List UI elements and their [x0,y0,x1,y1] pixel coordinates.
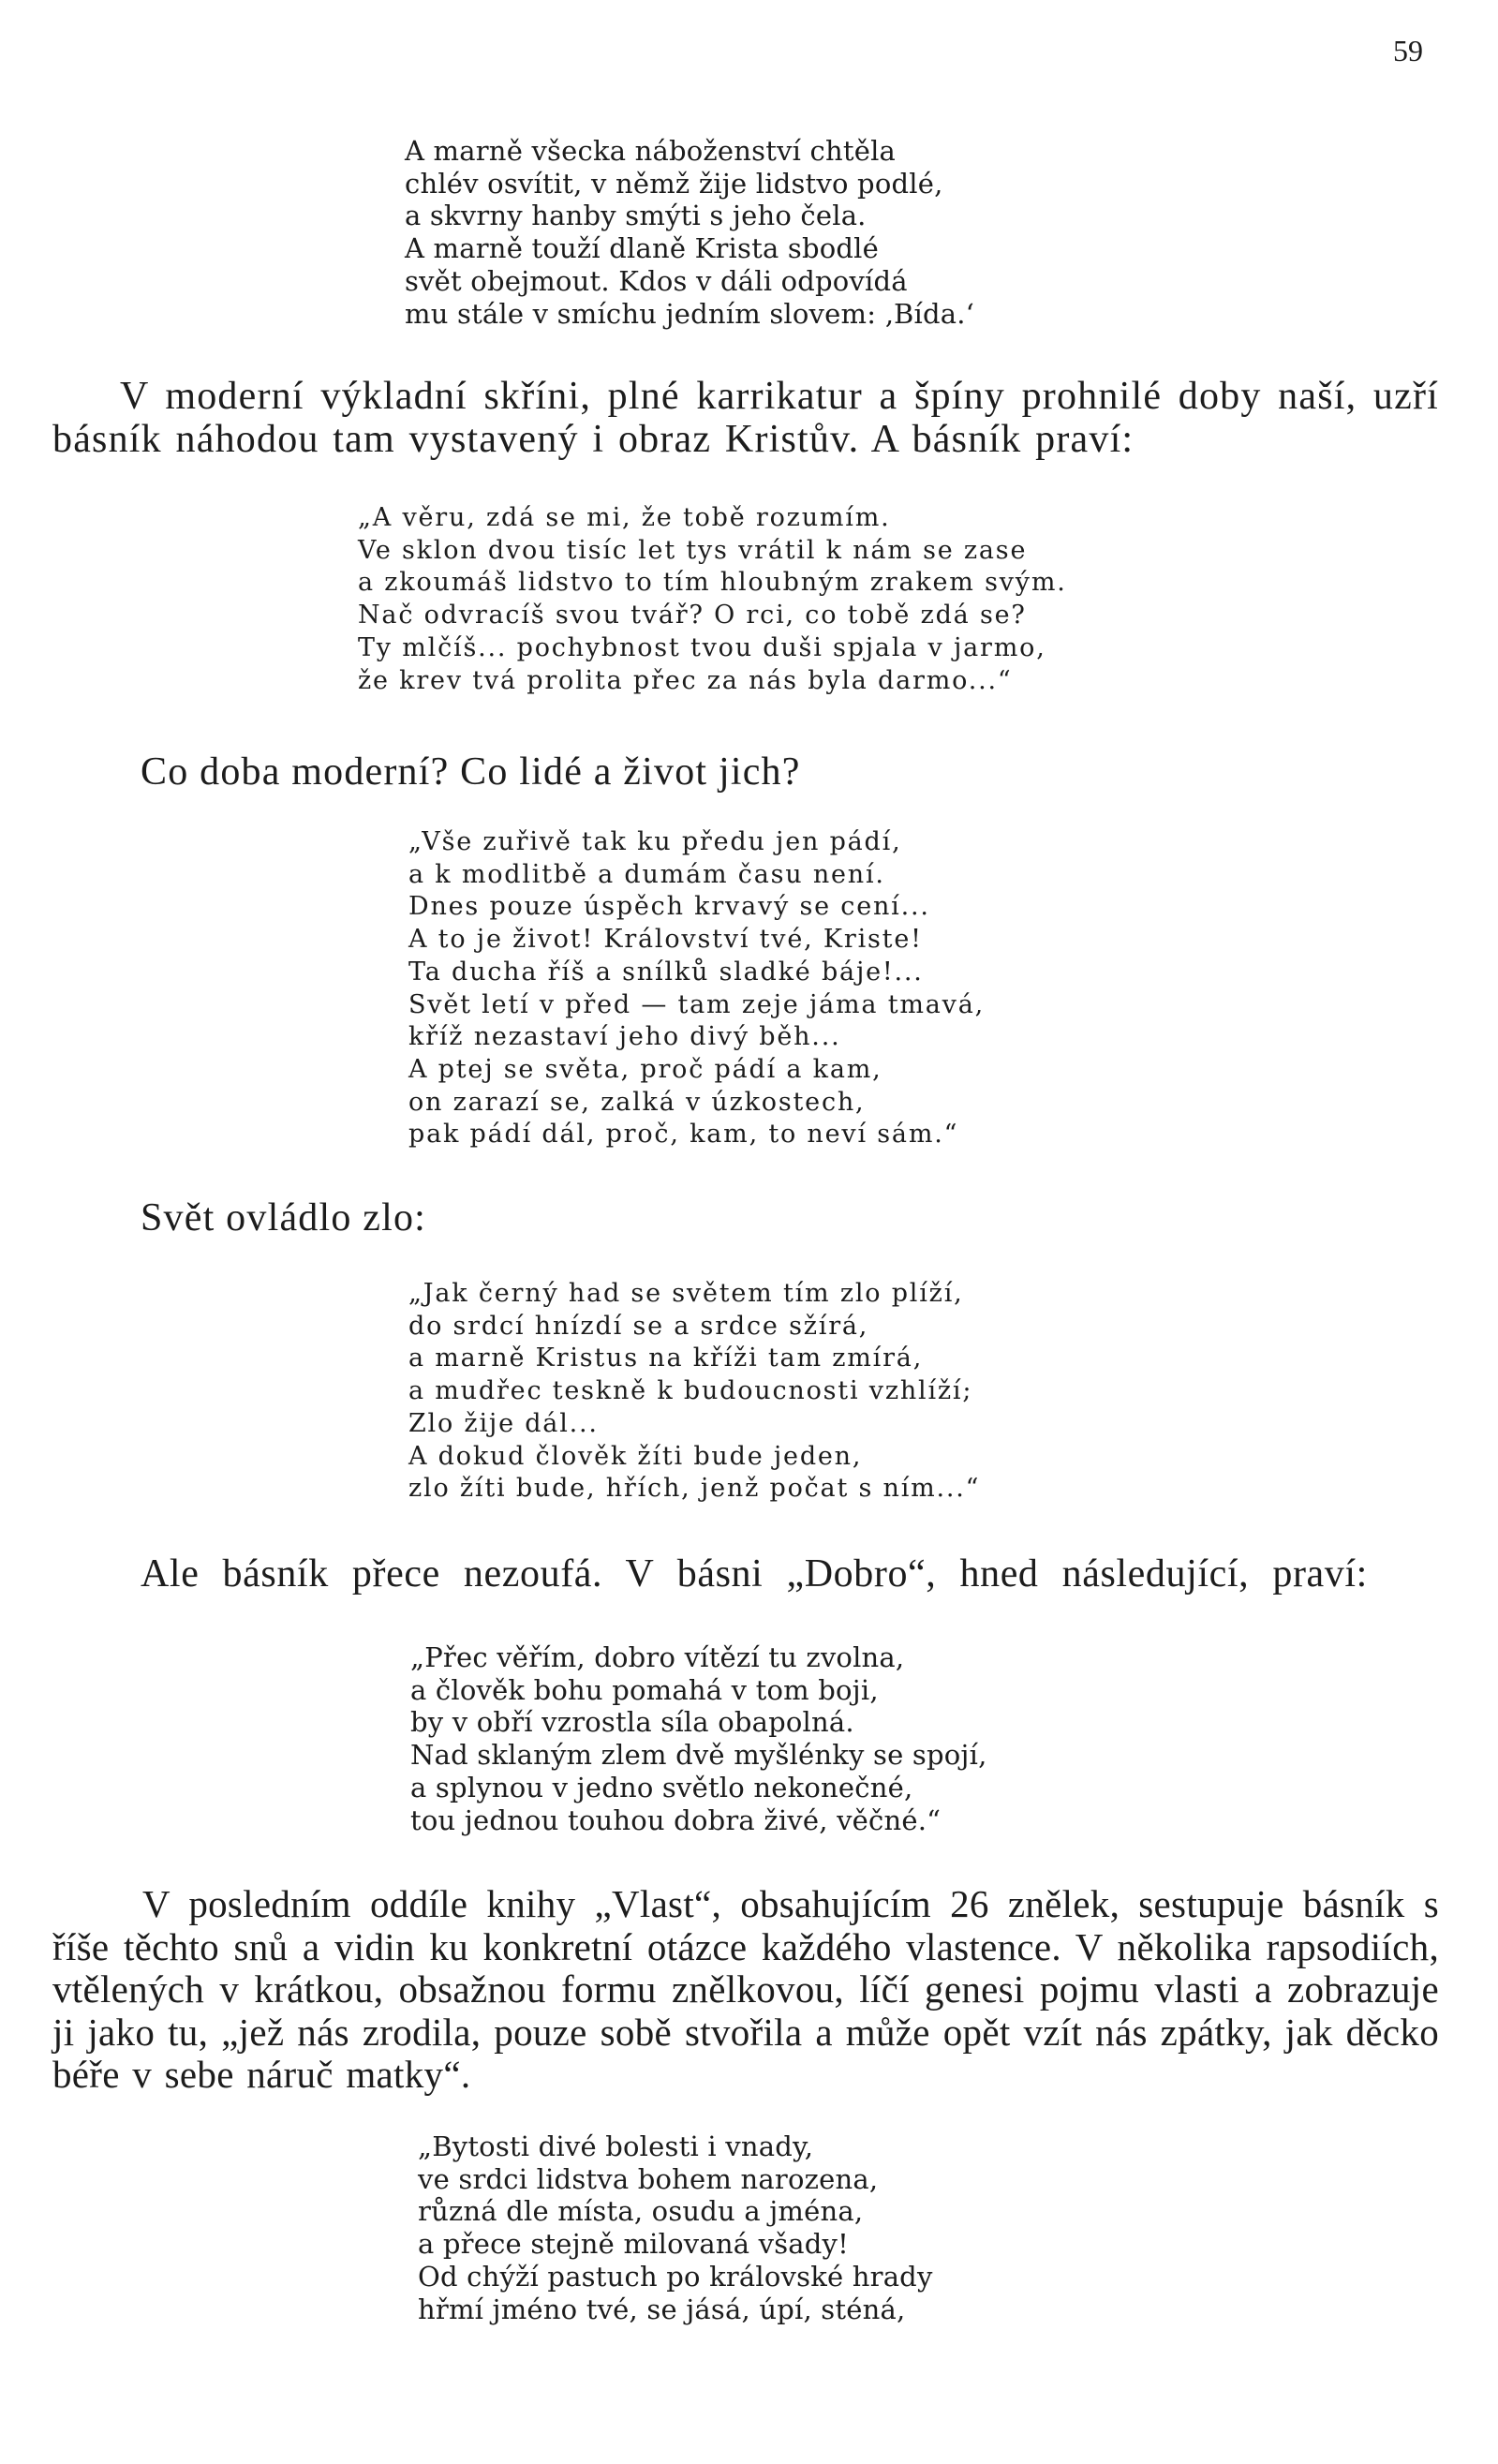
prose-paragraph-3: Ale básník přece nezoufá. V básni „Dobro“, hned následující, praví: [141,1552,1368,1596]
page-number: 59 [1393,34,1423,67]
verse-line: Ve sklon dvou tisíc let tys vrátil k nám se zase [358,535,1028,565]
poem-stanza-5 [410,1641,987,1836]
verse-line: A marně všecka náboženství chtěla [405,135,897,167]
verse-line: „Vše zuřivě tak ku předu jen pádí, [408,827,902,856]
prose-paragraph-4: V posledním oddíle knihy „Vlast“, obsahujícím 26 znělek, sestupuje básník s říše těchto snů a vidin ku konkretní otázce každého vlastence. V několika rapsodiích, vtělených v krátkou, obsažnou formu znělkovou, líčí genesi pojmu vlasti a zobrazuje ji jako tu, „jež nás zrodila, pouze sobě stvořila a může opět vzít nás zpátky, jak děcko béře v sebe náruč matky“. [52,1882,1439,2096]
verse-line: „Jak černý had se světem tím zlo plíží, [408,1279,964,1308]
verse-line: Ta ducha říš a snílků sladké báje!... [408,957,924,987]
verse-line: A marně touží dlaně Krista sbodlé [405,232,879,265]
verse-line: Nad sklaným zlem dvě myšlénky se spojí, [410,1739,987,1772]
section-lead-2: Co doba moderní? Co lidé a život jich? [141,750,801,794]
verse-line: Svět letí v před — tam zeje jáma tmavá, [408,989,985,1019]
verse-line: on zarazí se, zalká v úzkostech, [408,1087,866,1117]
verse-line: Nač odvracíš svou tvář? O rci, co tobě zdá se? [358,601,1027,631]
verse-line: a marně Kristus na kříži tam zmírá, [408,1343,924,1373]
verse-line: a člověk bohu pomahá v tom boji, [410,1673,879,1706]
verse-line: různá dle místa, osudu a jména, [418,2195,864,2228]
verse-line: Zlo žije dál... [408,1408,599,1438]
poem-stanza-4 [408,1278,980,1506]
verse-line: a k modlitbě a dumám času není. [408,859,885,889]
section-lead-3: Svět ovládlo zlo: [141,1196,427,1239]
verse-line: kříž nezastaví jeho divý běh... [408,1022,841,1052]
verse-line: „Bytosti divé bolesti i vnady, [418,2130,814,2162]
verse-line: do srdcí hnízdí se a srdce sžírá, [408,1311,869,1341]
verse-line: Dnes pouze úspěch krvavý se cení... [408,892,930,922]
verse-line: a splynou v jedno světlo nekonečné, [410,1771,913,1803]
prose-paragraph-1: V moderní výkladní skříni, plné karrikatur a špíny prohnilé doby naší, uzří básník náhodou tam vystavený i obraz Kristův. A básník praví: [52,375,1439,461]
verse-line: A ptej se světa, proč pádí a kam, [408,1054,882,1084]
verse-line: „A věru, zdá se mi, že tobě rozumím. [358,503,891,532]
verse-line: a mudřec teskně k budoucnosti vzhlíží; [408,1376,973,1406]
verse-line: že krev tvá prolita přec za nás byla darmo...“ [358,665,1013,695]
verse-line: pak pádí dál, proč, kam, to neví sám.“ [408,1120,959,1150]
poem-stanza-1 [405,135,974,330]
verse-line: „Přec věřím, dobro vítězí tu zvolna, [410,1641,905,1673]
verse-line: svět obejmout. Kdos v dáli odpovídá [405,264,908,297]
verse-line: A to je život! Království tvé, Kriste! [408,925,923,955]
verse-line: ve srdci lidstva bohem narozena, [418,2162,879,2195]
verse-line: Ty mlčíš... pochybnost tvou duši spjala v jarmo, [358,632,1046,662]
verse-line: zlo žíti bude, hřích, jenž počat s ním...“ [408,1474,981,1504]
poem-stanza-6 [418,2130,933,2325]
poem-stanza-2 [358,502,1067,697]
verse-line: tou jednou touhou dobra živé, věčné.“ [410,1803,942,1836]
verse-line: chlév osvítit, v němž žije lidstvo podlé, [405,167,943,200]
verse-line: Od chýží pastuch po královské hrady [418,2260,933,2293]
verse-line: A dokud člověk žíti bude jeden, [408,1441,863,1471]
verse-line: a přece stejně milovaná všady! [418,2228,849,2261]
poem-stanza-3 [408,826,985,1151]
verse-line: mu stále v smíchu jedním slovem: ‚Bída.‘ [405,297,975,330]
verse-line: hřmí jméno tvé, se jásá, úpí, sténá, [418,2293,906,2325]
verse-line: by v obří vzrostla síla obapolná. [410,1706,854,1739]
verse-line: a zkoumáš lidstvo to tím hloubným zrakem svým. [358,568,1067,598]
verse-line: a skvrny hanby smýti s jeho čela. [405,200,867,232]
